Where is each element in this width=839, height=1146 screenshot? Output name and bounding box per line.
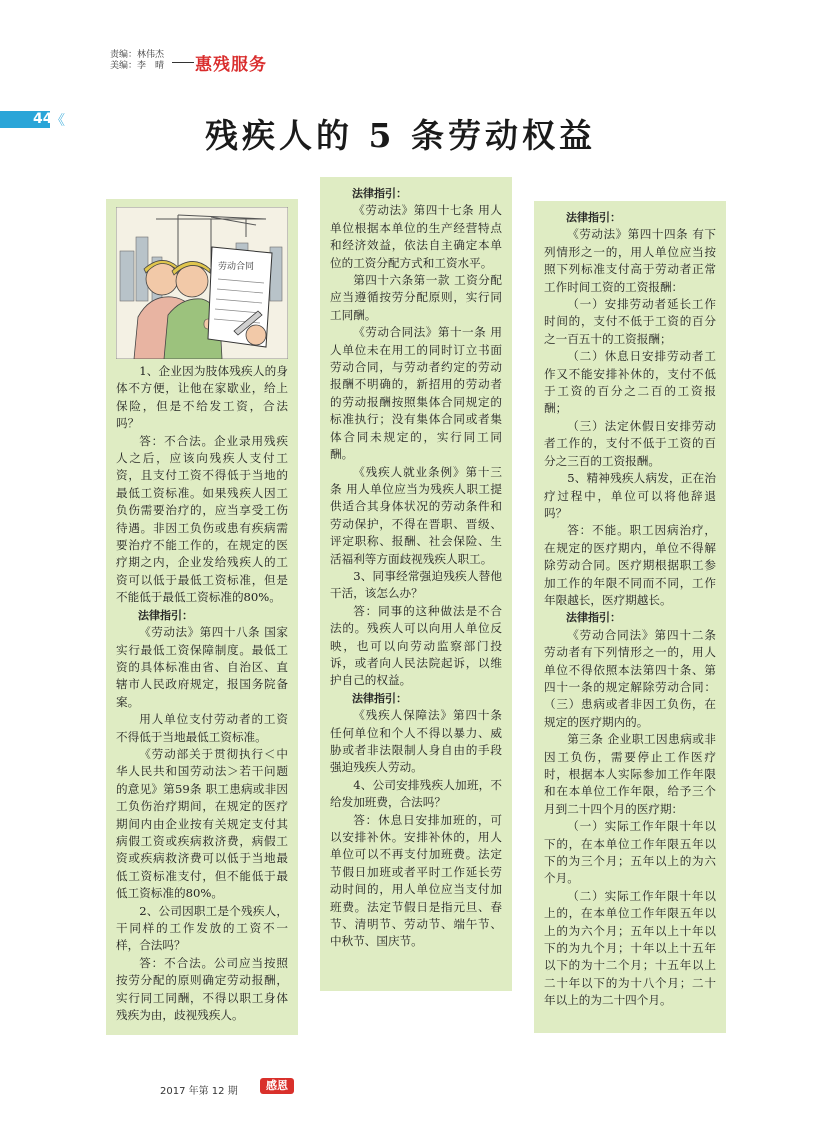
column-1-text xyxy=(116,363,288,1024)
article-paragraph: 答：不合法。企业录用残疾人之后，应该向残疾人支付工资，且支付工资不得低于当地的最低工资标准。如果残疾人因工负伤需要治疗的，应当享受工伤待遇。非因工负伤或患有疾病需要治疗不能工作的，在规定的医疗期之内，企业发给残疾人的工资可以低于最低工资标准，但是不能低于最低工资标准的80%。 xyxy=(116,433,288,605)
article-column-2 xyxy=(320,177,512,991)
section-title: 惠残服务 xyxy=(195,55,267,75)
article-column-1 xyxy=(106,199,298,1035)
article-paragraph: 1、企业因为肢体残疾人的身体不方便，让他在家歇业，给上保险，但是不给发工资，合法吗？ xyxy=(116,364,288,431)
legal-guide-heading: 法律指引： xyxy=(138,608,193,622)
article-paragraph: 《劳动法》第四十八条 国家实行最低工资保障制度。最低工资的具体标准由省、自治区、直辖市人民政府规定，报国务院备案。 xyxy=(116,625,288,709)
contract-document-icon xyxy=(208,247,272,347)
article-paragraph: 用人单位支付劳动者的工资不得低于当地最低工资标准。 xyxy=(116,712,288,744)
article-paragraph: （一）安排劳动者延长工作时间的，支付不低于工资的百分之一百五十的工资报酬； xyxy=(544,297,716,346)
legal-guide-heading: 法律指引： xyxy=(566,211,621,224)
article-paragraph: 答：不能。职工因病治疗，在规定的医疗期内，单位不得解除劳动合同。医疗期根据职工参加工作的年限不同而不同，工作年限越长，医疗期越长。 xyxy=(544,523,716,607)
article-paragraph: 《劳动部关于贯彻执行＜中华人民共和国劳动法＞若干问题的意见》第59条 职工患病或非因工负伤治疗期间，在规定的医疗期间内由企业按有关规定支付其病假工资或疾病救济费，病假工资或疾病救济费可以低于当地最低工资标准支付，但不能低于最低工资标准的80%。 xyxy=(116,746,288,901)
legal-guide-heading: 法律指引： xyxy=(352,187,407,200)
article-paragraph: 答：休息日安排加班的，可以安排补休。安排补休的，用人单位可以不再支付加班费。法定节假日加班或者平时工作延长劳动时间的，用人单位应当支付加班费。法定节假日是指元旦、春节、清明节、劳动节、端午节、中秋节、国庆节。 xyxy=(330,812,502,949)
article-paragraph: 《劳动合同法》第四十二条 劳动者有下列情形之一的，用人单位不得依照本法第四十条、第四十一条的规定解除劳动合同：（三）患病或者非因工负伤，在规定的医疗期内的。 xyxy=(544,627,716,729)
article-paragraph: 3、同事经常强迫残疾人替他干活，该怎么办？ xyxy=(330,568,502,601)
article-paragraph: 《残疾人就业条例》第十三条 用人单位应当为残疾人职工提供适合其身体状况的劳动条件和劳动保护，不得在晋职、晋级、评定职称、报酬、社会保险、生活福利等方面歧视残疾人职工。 xyxy=(330,464,502,566)
article-paragraph: 4、公司安排残疾人加班，不给发加班费，合法吗？ xyxy=(330,777,502,810)
contract-sign-text: 劳动合同 xyxy=(218,262,255,272)
article-paragraph: 《劳动法》第四十七条 用人单位根据本单位的生产经营特点和经济效益，依法自主确定本单位的工资分配方式和工资水平。 xyxy=(330,203,502,270)
article-paragraph: 5、精神残疾人病发，正在治疗过程中，单位可以将他辞退吗？ xyxy=(544,471,716,520)
section-divider xyxy=(172,62,194,63)
article-paragraph: 第三条 企业职工因患病或非因工负伤，需要停止工作医疗时，根据本人实际参加工作年限和在本单位工作年限，给予三个月到二十四个月的医疗期： xyxy=(544,732,716,816)
article-title: 残疾人的 5 条劳动权益 xyxy=(205,116,596,155)
column-2-text xyxy=(330,185,502,951)
article-paragraph: （二）实际工作年限十年以上的，在本单位工作年限五年以上的为六个月；五年以上十年以下的为九个月；十年以上十五年以下的为十二个月；十五年以上二十年以下的为十八个月；二十年以上的为二十四个月。 xyxy=(544,888,716,1008)
article-paragraph: 2、公司因职工是个残疾人，干同样的工作发放的工资不一样，合法吗？ xyxy=(116,903,288,953)
editor-credits xyxy=(110,50,164,72)
legal-guide-heading: 法律指引： xyxy=(352,691,407,705)
article-paragraph: （一）实际工作年限十年以下的，在本单位工作年限五年以下的为三个月；五年以上的为六个月。 xyxy=(544,819,716,886)
page-arrow-icon: 《 xyxy=(51,113,65,129)
article-paragraph: 《残疾人保障法》第四十条 任何单位和个人不得以暴力、威胁或者非法限制人身自由的手段强迫残疾人劳动。 xyxy=(330,708,502,775)
article-paragraph: 《劳动合同法》第十一条 用人单位未在用工的同时订立书面劳动合同，与劳动者约定的劳动报酬不明确的，新招用的劳动者的劳动报酬按照集体合同规定的标准执行；没有集体合同或者集体合同未规定的，实行同工同酬。 xyxy=(330,325,502,462)
article-paragraph: 答：不合法。公司应当按照按劳分配的原则确定劳动报酬，实行同工同酬，不得以职工身体残疾为由，歧视残疾人。 xyxy=(116,955,288,1023)
page-number: 44 xyxy=(33,111,53,127)
article-paragraph: （三）法定休假日安排劳动者工作的，支付不低于工资的百分之三百的工资报酬。 xyxy=(544,418,716,468)
article-paragraph: 《劳动法》第四十四条 有下列情形之一的，用人单位应当按照下列标准支付高于劳动者正常工作时间工资的工资报酬： xyxy=(544,227,716,294)
article-paragraph: 答：同事的这种做法是不合法的。残疾人可以向用人单位反映，也可以向劳动监察部门投诉，或者向人民法院起诉，以维护自己的权益。 xyxy=(330,603,502,688)
article-paragraph: （二）休息日安排劳动者工作又不能安排补休的，支付不低于工资的百分之二百的工资报酬； xyxy=(544,349,716,416)
issue-number: 2017 年第 12 期 xyxy=(160,1086,238,1097)
article-column-3 xyxy=(534,201,726,1033)
legal-guide-heading: 法律指引： xyxy=(566,611,621,625)
editor-line: 责编：林伟杰 xyxy=(110,50,165,60)
article-paragraph: 第四十六条第一款 工资分配应当遵循按劳分配原则，实行同工同酬。 xyxy=(330,273,502,322)
magazine-logo: 感恩 xyxy=(260,1078,294,1094)
illustration-worker-contract xyxy=(116,207,288,359)
designer-line: 美编：李 晴 xyxy=(110,61,165,71)
column-3-text xyxy=(544,209,716,1010)
